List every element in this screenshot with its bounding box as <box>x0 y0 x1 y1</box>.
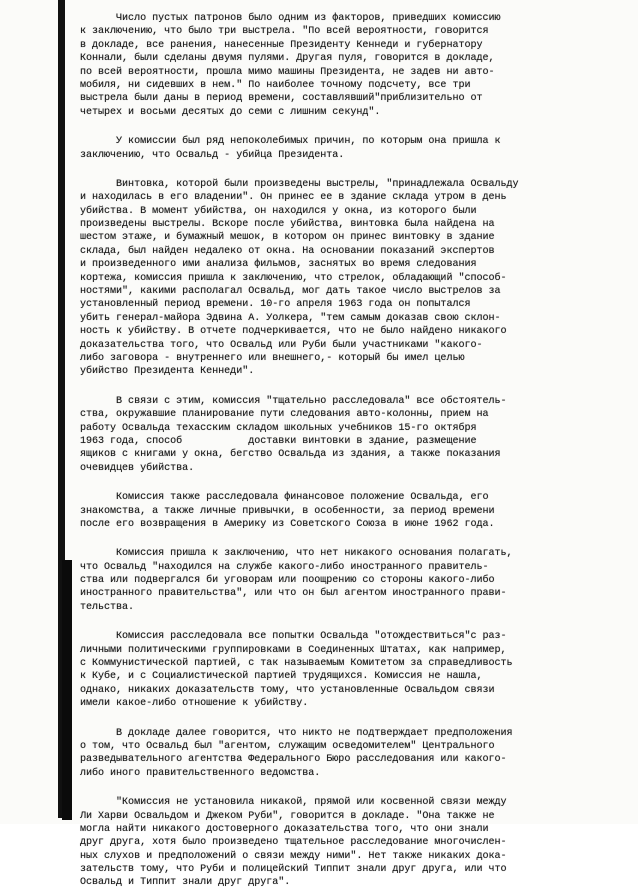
text-line: личными политическими группировками в Соединенных Штатах, как например, <box>80 644 507 656</box>
text-line: Комиссия также расследовала финансовое положение Освальда, его <box>80 492 489 504</box>
paragraph-gap <box>80 780 628 796</box>
text-line: 1963 года, способ доставки винтовки в здание, размещение <box>80 435 477 447</box>
text-line: что Освальд "находился на службе какого-либо иностранного правитель- <box>80 561 489 573</box>
paragraph-gap <box>80 614 628 630</box>
text-line: однако, никаких доказательств тому, что установленные Освальдом связи <box>80 684 495 696</box>
text-line: В докладе далее говорится, что никто не подтверждает предположения <box>80 727 513 739</box>
text-line: доказательства того, что Освальд или Руби были участниками "какого- <box>80 339 483 351</box>
paragraph-gap <box>80 119 628 135</box>
text-line: и произведенного ими анализа фильмов, заснятых во время следования <box>80 259 477 271</box>
text-line: заключению, что Освальд - убийца Президента. <box>80 149 345 161</box>
text-line: выстрела были даны в период времени, составлявший"приблизительно от <box>80 93 483 105</box>
text-line: с Коммунистической партией, с так называемым Комитетом за справедливость <box>80 658 513 670</box>
text-line: склада, был найден недалеко от окна. На основании показаний экспертов <box>80 245 495 257</box>
text-line: ностями", какими располагал Освальд, мог дать такое число выстрелов за <box>80 286 501 298</box>
text-line: ства, окружавшие планирование пути следования авто-колонны, прием на <box>80 409 489 421</box>
text-line: ность к убийству. В отчете подчеркивается, что не было найдено никакого <box>80 326 507 338</box>
text-line: после его возвращения в Америку из Советского Союза в июне 1962 года. <box>80 518 495 530</box>
text-line: "Комиссия не установила никакой, прямой или косвенной связи между <box>80 797 507 809</box>
text-line: и находилась в его владении". Он принес ее в здание склада утром в день <box>80 192 507 204</box>
text-line: работу Освальда техасским складом школьных учебников 15-го октября <box>80 422 477 434</box>
text-line: друг друга, хотя было произведено тщательное расследование многочислен- <box>80 837 507 849</box>
paragraph <box>80 796 628 890</box>
text-line: Число пустых патронов было одним из факторов, приведших комиссию <box>80 13 501 24</box>
document-body <box>80 12 628 890</box>
paragraph <box>80 491 628 531</box>
text-line: о том, что Освальд был "агентом, служащим осведомителем" Центрального <box>80 740 495 752</box>
paragraph-gap <box>80 475 628 491</box>
text-line: ства или подвергался би уговорам или поощрению со стороны какого-либо <box>80 575 495 587</box>
text-line: Комиссия пришла к заключению, что нет никакого основания полагать, <box>80 548 513 560</box>
text-line: произведены выстрелы. Вскоре после убийства, винтовка была найдена на <box>80 219 495 231</box>
paragraph <box>80 547 628 614</box>
text-line: Ли Харви Освальдом и Джеком Руби", говорится в докладе. "Она также не <box>80 810 495 822</box>
text-line: убийства. В момент убийства, он находился у окна, из которого были <box>80 205 477 217</box>
text-line: знакомства, а также личные привычки, в особенности, за период времени <box>80 505 495 517</box>
text-line: тельства. <box>80 601 135 613</box>
paragraph <box>80 630 628 710</box>
text-line: очевидцев убийства. <box>80 462 195 474</box>
text-line: иностранного правительства", или что он был агентом иностранного прави- <box>80 588 507 600</box>
text-line: мобиля, ни сидевших в нем." По наиболее точному подсчету, все три <box>80 79 471 91</box>
text-line: кортежа, комиссия пришла к заключению, что стрелок, обладающий "способ- <box>80 272 507 284</box>
text-line: либо заговора - внутреннего или внешнего,- который бы имел целью <box>80 352 465 364</box>
paragraph <box>80 178 628 379</box>
text-line: Коннали, были сделаны двумя пулями. Другая пуля, говорится в докладе, <box>80 53 495 65</box>
text-line: убийство Президента Кеннеди". <box>80 366 255 378</box>
text-line: ящиков с книгами у окна, бегство Освальда из здания, а также показания <box>80 449 501 461</box>
paragraph-gap <box>80 711 628 727</box>
text-line: убить генерал-майора Эдвина А. Уолкера, "тем самым доказав свою склон- <box>80 312 501 324</box>
text-line: могла найти никакого достоверного доказательства того, что они знали <box>80 823 489 835</box>
paragraph <box>80 727 628 781</box>
text-line: ных слухов и предположений о связи между ними". Нет также никаких дока- <box>80 850 507 862</box>
text-line: четырех и восьми десятых до семи с лишним секунд". <box>80 106 381 118</box>
text-line: разведывательного агентства Федерального Бюро расследования или какого- <box>80 754 507 766</box>
text-line: зательств тому, что Руби и полицейский Типпит знали друг друга, или что <box>80 864 507 876</box>
paragraph-gap <box>80 531 628 547</box>
paragraph <box>80 135 628 162</box>
text-line: Винтовка, которой были произведены выстрелы, "принадлежала Освальду <box>80 178 519 190</box>
text-line: У комиссии был ряд непоколебимых причин, по которым она пришла к <box>80 136 501 148</box>
text-line: установленный период времени. 10-го апреля 1963 года он попытался <box>80 299 471 311</box>
text-line: к заключению, что было три выстрела. "По всей вероятности, говорится <box>80 26 489 38</box>
text-line: В связи с этим, комиссия "тщательно расследовала" все обстоятель- <box>80 395 507 407</box>
text-line: Освальд и Типпит знали друг друга". <box>80 877 291 889</box>
text-line: шестом этаже, и бумажный мешок, в котором он принес винтовку в здание <box>80 232 495 244</box>
text-line: в докладе, все ранения, нанесенные Президенту Кеннеди и губернатору <box>80 39 483 51</box>
paragraph <box>80 395 628 475</box>
scan-edge-bar-lower <box>62 560 72 820</box>
paragraph-gap <box>80 379 628 395</box>
paragraph-gap <box>80 162 628 178</box>
text-line: либо иного правительственного ведомства. <box>80 767 321 779</box>
paragraph <box>80 12 628 119</box>
text-line: по всей вероятности, прошла мимо машины Президента, не задев ни авто- <box>80 66 495 78</box>
text-line: к Кубе, и с Социалистической партией трудящихся. Комиссия не нашла, <box>80 671 483 683</box>
text-line: Комиссия расследовала все попытки Освальда "отождествиться"с раз- <box>80 631 507 643</box>
text-line: имели какое-либо отношение к убийству. <box>80 698 309 710</box>
